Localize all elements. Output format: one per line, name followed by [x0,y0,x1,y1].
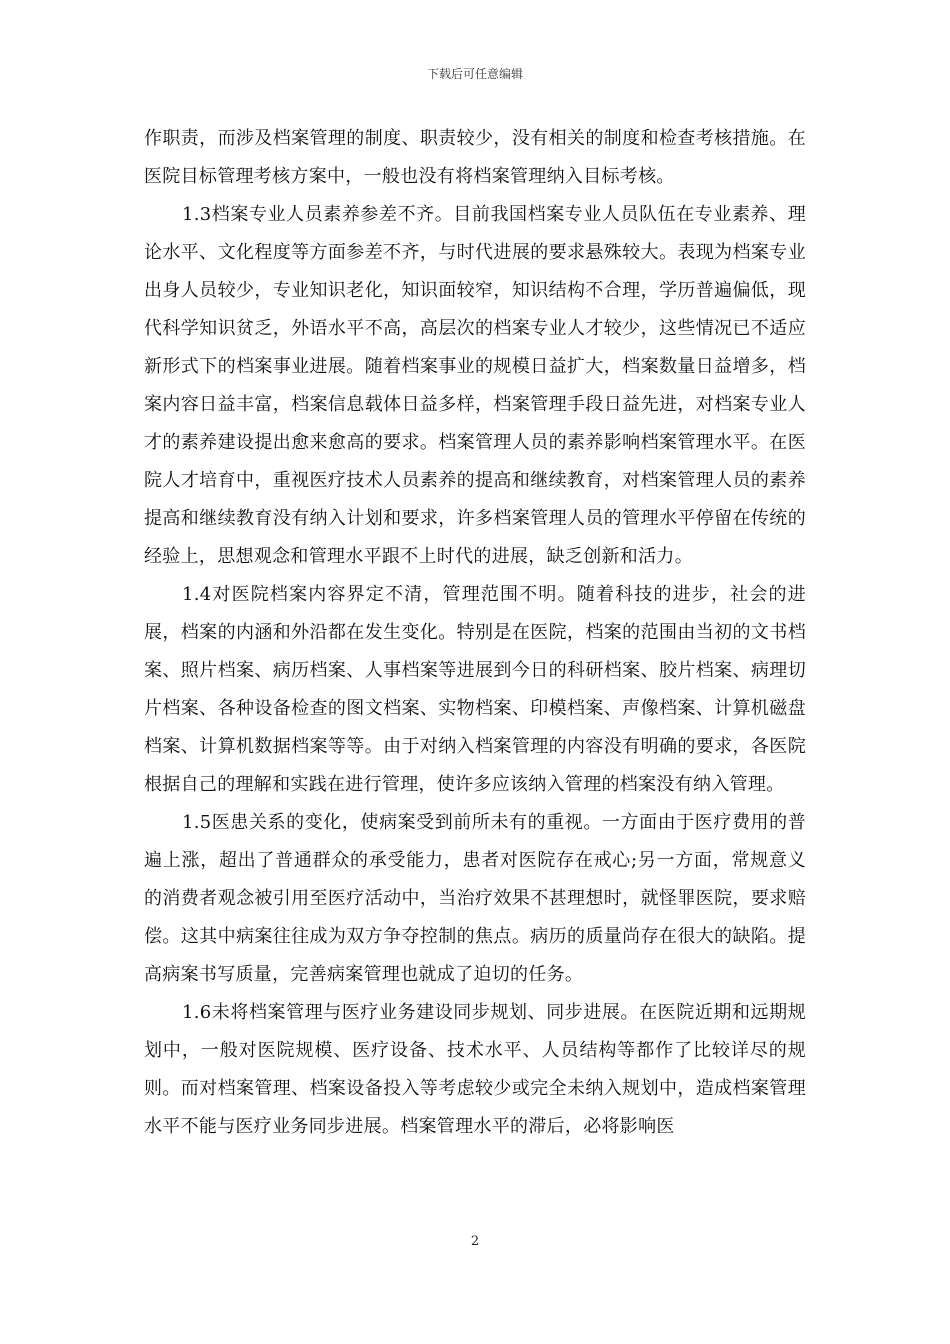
paragraph-continuation: 作职责，而涉及档案管理的制度、职责较少，没有相关的制度和检查考核措施。在医院目标管理考核方案中，一般也没有将档案管理纳入目标考核。 [144,128,806,187]
paragraph-1-6: 1.6未将档案管理与医疗业务建设同步规划、同步进展。在医院近期和远期规划中，一般对医院规模、医疗设备、技术水平、人员结构等都作了比较详尽的规则。而对档案管理、档案设备投入等考虑较少或完全未纳入规划中，造成档案管理水平不能与医疗业务同步进展。档案管理水平的滞后，必将影响医 [144,1002,806,1137]
paragraph-1-5: 1.5医患关系的变化，使病案受到前所未有的重视。一方面由于医疗费用的普遍上涨，超出了普通群众的承受能力，患者对医院存在戒心;另一方面，常规意义的消费者观念被引用至医疗活动中，当治疗效果不甚理想时，就怪罪医院，要求赔偿。这其中病案往往成为双方争夺控制的焦点。病历的质量尚存在很大的缺陷。提高病案书写质量，完善病案管理也就成了迫切的任务。 [144,812,806,985]
paragraph-1-4: 1.4对医院档案内容界定不清，管理范围不明。随着科技的进步，社会的进展，档案的内涵和外沿都在发生变化。特别是在医院，档案的范围由当初的文书档案、照片档案、病历档案、人事档案等进展到今日的科研档案、胶片档案、病理切片档案、各种设备检查的图文档案、实物档案、印模档案、声像档案、计算机磁盘档案、计算机数据档案等等。由于对纳入档案管理的内容没有明确的要求，各医院根据自己的理解和实践在进行管理，使许多应该纳入管理的档案没有纳入管理。 [144,584,806,795]
paragraph-1-3: 1.3档案专业人员素养参差不齐。目前我国档案专业人员队伍在专业素养、理论水平、文化程度等方面参差不齐，与时代进展的要求悬殊较大。表现为档案专业出身人员较少，专业知识老化，知识面较窄，知识结构不合理，学历普遍偏低，现代科学知识贫乏，外语水平不高，高层次的档案专业人才较少，这些情况已不适应新形式下的档案事业进展。随着档案事业的规模日益扩大，档案数量日益增多，档案内容日益丰富，档案信息载体日益多样，档案管理手段日益先进，对档案专业人才的素养建设提出愈来愈高的要求。档案管理人员的素养影响档案管理水平。在医院人才培育中，重视医疗技术人员素养的提高和继续教育，对档案管理人员的素养提高和继续教育没有纳入计划和要求，许多档案管理人员的管理水平停留在传统的经验上，思想观念和管理水平跟不上时代的进展，缺乏创新和活力。 [144,204,806,567]
page-header: 下载后可任意编辑 [426,67,523,81]
document-body [144,120,806,1146]
page-number: 2 [470,1234,480,1249]
